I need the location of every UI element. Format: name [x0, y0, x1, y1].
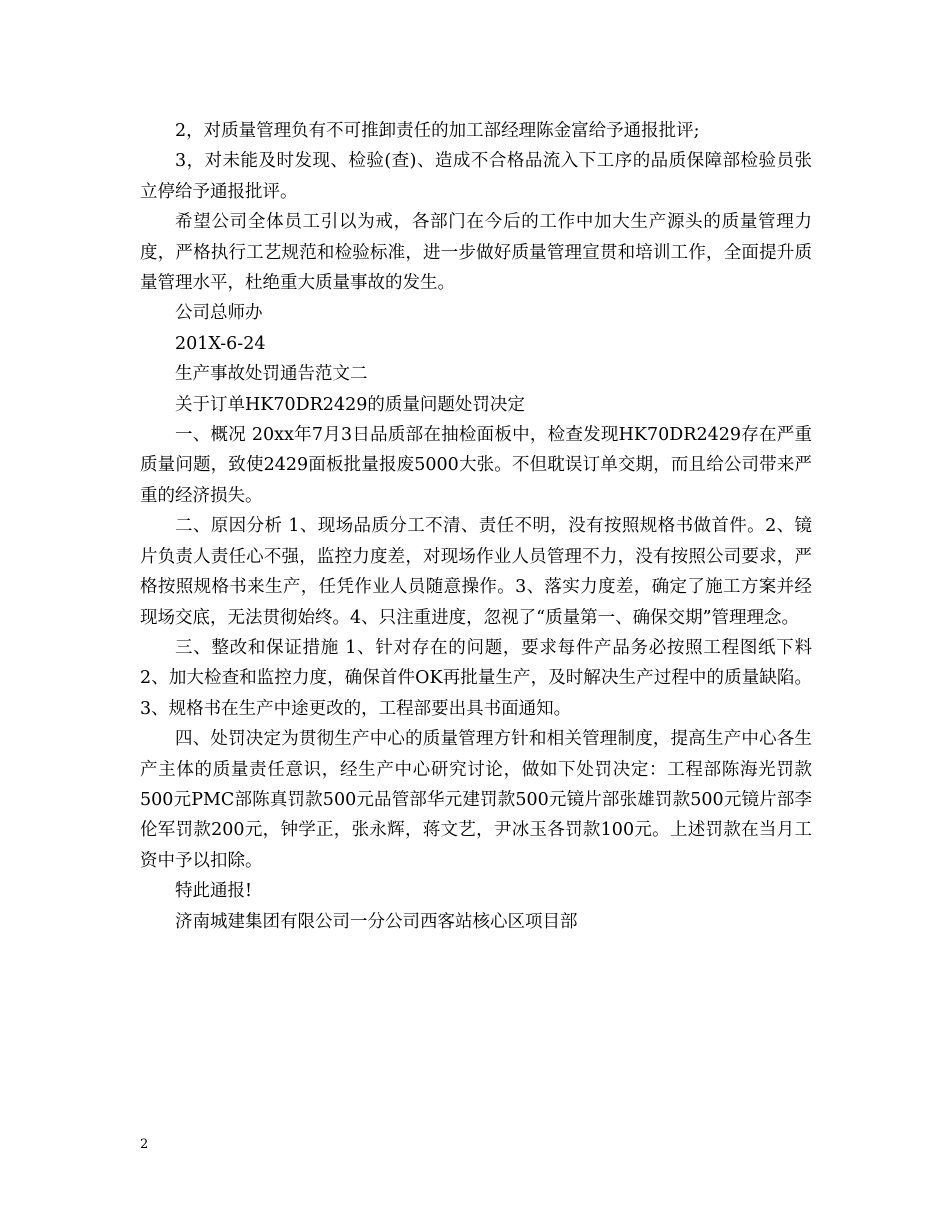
- paragraph-date: 201X-6-24: [175, 333, 266, 354]
- paragraph-cause-analysis: 二、原因分析 1、现场品质分工不清、责任不明，没有按照规格书做首件。2、镜片负责人责任心不强，监控力度差，对现场作业人员管理不力，没有按照公司要求，严格按照规格书来生产，任凭作业人员随意操作。3、落实力度差，确定了施工方案并经现场交底，无法贯彻始终。4、只注重进度，忽视了“质量第一、确保交期”管理理念。: [140, 516, 812, 628]
- paragraph-notice: 特此通报!: [175, 881, 253, 902]
- page-number: 2: [140, 1137, 149, 1152]
- decision-title: 关于订单HK70DR2429的质量问题处罚决定: [175, 394, 525, 415]
- paragraph-issuer: 公司总师办: [175, 303, 263, 324]
- paragraph-company-warning: 希望公司全体员工引以为戒，各部门在今后的工作中加大生产源头的质量管理力度，严格执行工艺规范和检验标准，进一步做好质量管理宣贯和培训工作，全面提升质量管理水平，杜绝重大质量事故的发生。: [140, 212, 812, 294]
- paragraph-penalty-decision: 四、处罚决定为贯彻生产中心的质量管理方针和相关管理制度，提高生产中心各生产主体的质量责任意识，经生产中心研究讨论，做如下处罚决定：工程部陈海光罚款500元PMC部陈真罚款500元品管部华元建罚款500元镜片部张雄罚款500元镜片部李伦军罚款200元，钟学正，张永辉，蒋文艺，尹冰玉各罚款100元。上述罚款在当月工资中予以扣除。: [140, 729, 812, 871]
- paragraph-penalty-item-2: 2，对质量管理负有不可推卸责任的加工部经理陈金富给予通报批评;: [175, 121, 700, 141]
- paragraph-signature-org: 济南城建集团有限公司一分公司西客站核心区项目部: [175, 911, 578, 932]
- paragraph-overview: 一、概况 20xx年7月3日品质部在抽检面板中，检查发现HK70DR2429存在严重质量问题，致使2429面板批量报废5000大张。不但耽误订单交期，而且给公司带来严重的经济损失。: [140, 425, 812, 506]
- paragraph-penalty-item-3: 3，对未能及时发现、检验(查)、造成不合格品流入下工序的品质保障部检验员张立停给予通报批评。: [140, 151, 812, 202]
- paragraph-corrective-measures: 三、整改和保证措施 1、针对存在的问题，要求每件产品务必按照工程图纸下料 2、加大检查和监控力度，确保首件OK再批量生产，及时解决生产过程中的质量缺陷。3、规格书在生产中途更改的，工程部要出具书面通知。: [140, 637, 812, 719]
- document-body: [140, 116, 812, 937]
- section-title: 生产事故处罚通告范文二: [175, 364, 368, 385]
